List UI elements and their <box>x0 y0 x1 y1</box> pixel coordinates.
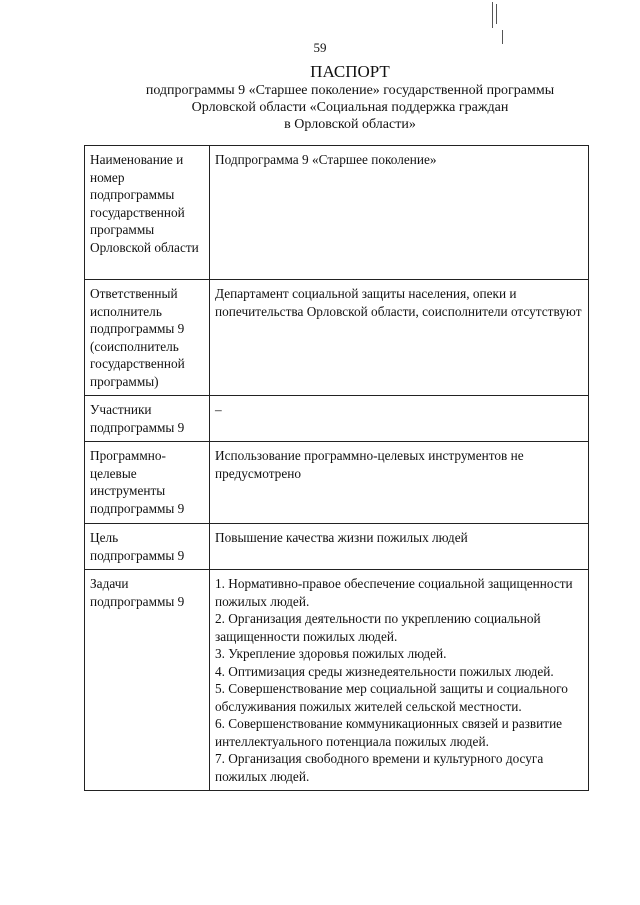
task-item: 4. Оптимизация среды жизнедеятельности пожилых людей. <box>215 663 554 679</box>
table-row <box>85 146 589 280</box>
task-item: 2. Организация деятельности по укреплению социальной защищенности пожилых людей. <box>215 611 541 644</box>
row-label: Задачи подпрограммы 9 <box>85 570 210 791</box>
task-item: 6. Совершенствование коммуникационных связей и развитие интеллектуального потенциала пожилых людей. <box>215 716 563 749</box>
scan-mark <box>492 2 493 28</box>
row-label: Наименование и номер подпрограммы государственной программы Орловской области <box>85 146 210 280</box>
task-item: 1. Нормативно-правое обеспечение социальной защищенности пожилых людей. <box>215 576 573 609</box>
passport-table <box>84 145 589 791</box>
row-label: Программно-целевые инструменты подпрограммы 9 <box>85 442 210 524</box>
row-value: Департамент социальной защиты населения, опеки и попечительства Орловской области, соисполнители отсутствуют <box>210 280 589 396</box>
row-value: Подпрограмма 9 «Старшее поколение» <box>210 146 589 280</box>
scan-mark <box>496 4 497 24</box>
table-row <box>85 442 589 524</box>
document-title: ПАСПОРТ <box>310 62 390 81</box>
row-value: Повышение качества жизни пожилых людей <box>210 524 589 570</box>
row-label: Цель подпрограммы 9 <box>85 524 210 570</box>
row-value: – <box>210 396 589 442</box>
header-line-3: в Орловской области» <box>284 117 416 132</box>
document-header <box>100 62 600 133</box>
row-label: Участники подпрограммы 9 <box>85 396 210 442</box>
task-list <box>210 570 589 791</box>
table-row <box>85 396 589 442</box>
header-line-2: Орловской области «Социальная поддержка граждан <box>191 100 509 115</box>
task-item: 5. Совершенствование мер социальной защиты и социального обслуживания пожилых жителей сельской местности. <box>215 681 568 714</box>
header-line-1: подпрограммы 9 «Старшее поколение» государственной программы <box>145 83 555 98</box>
row-value: Использование программно-целевых инструментов не предусмотрено <box>210 442 589 524</box>
table-row <box>85 524 589 570</box>
table-row <box>85 280 589 396</box>
table-row <box>85 570 589 791</box>
row-label: Ответственный исполнитель подпрограммы 9 (соисполнитель государственной программы) <box>85 280 210 396</box>
task-item: 7. Организация свободного времени и культурного досуга пожилых людей. <box>215 751 544 784</box>
page-number: 59 <box>313 40 327 55</box>
task-item: 3. Укрепление здоровья пожилых людей. <box>215 646 447 661</box>
